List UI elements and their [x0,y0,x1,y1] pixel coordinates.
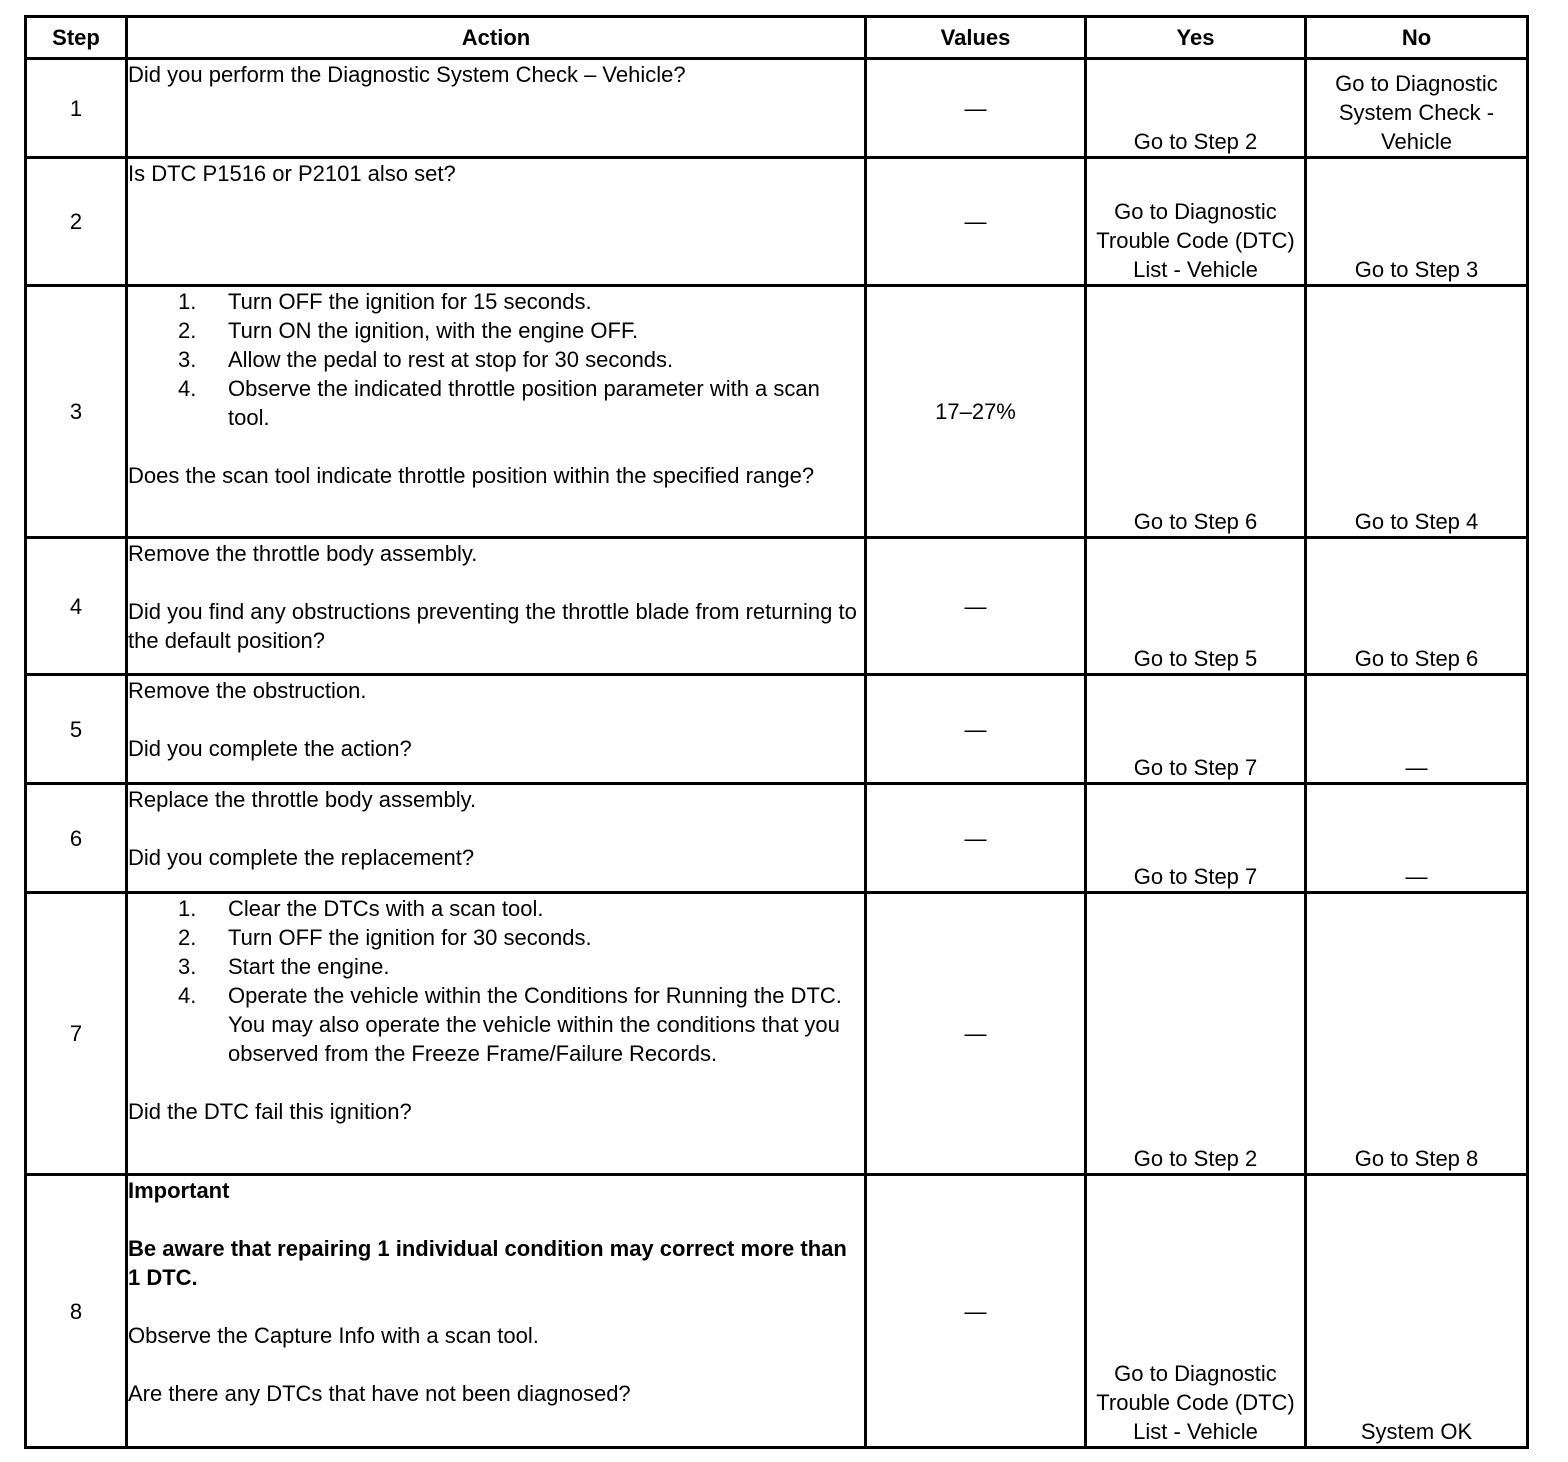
list-item [128,952,864,981]
action-cell [127,286,866,538]
action-question: Are there any DTCs that have not been diagnosed? [128,1381,631,1406]
action-question: Did you complete the replacement? [128,845,475,870]
table-row [26,59,1528,158]
list-text: Start the engine. [228,954,390,979]
header-step: Step [26,17,127,59]
header-row [26,17,1528,59]
list-text: Turn ON the ignition, with the engine OFF. [228,318,639,343]
no-cell: Go to Step 4 [1306,286,1528,538]
step-number: 4 [26,538,127,675]
action-cell [127,784,866,893]
no-cell: — [1306,675,1528,784]
list-item [128,894,864,923]
numbered-list [128,894,864,1068]
no-cell: Go to Step 8 [1306,893,1528,1175]
table-row [26,893,1528,1175]
values-cell: — [866,158,1086,286]
action-cell [127,893,866,1175]
step-number: 2 [26,158,127,286]
list-text: Allow the pedal to rest at stop for 30 seconds. [228,347,674,372]
action-cell [127,59,866,158]
action-text: Is DTC P1516 or P2101 also set? [128,161,456,186]
yes-cell: Go to Diagnostic Trouble Code (DTC) List - Vehicle [1086,1175,1306,1448]
yes-cell: Go to Step 7 [1086,784,1306,893]
step-number: 6 [26,784,127,893]
action-question: Did you complete the action? [128,736,412,761]
important-label: Important [128,1178,230,1203]
list-text: Clear the DTCs with a scan tool. [228,896,544,921]
list-text: Observe the indicated throttle position parameter with a scan tool. [228,376,820,430]
list-text: Turn OFF the ignition for 15 seconds. [228,289,592,314]
list-item [128,981,864,1068]
list-number: 1. [178,896,197,921]
table-row [26,286,1528,538]
list-number: 4. [178,983,197,1008]
list-number: 1. [178,289,197,314]
table-row [26,1175,1528,1448]
step-number: 7 [26,893,127,1175]
no-cell: System OK [1306,1175,1528,1448]
header-values: Values [866,17,1086,59]
header-no: No [1306,17,1528,59]
table-row [26,538,1528,675]
list-text: Operate the vehicle within the Conditions for Running the DTC. You may also operate the vehicle within the conditions that you observed from the Freeze Frame/Failure Records. [228,983,842,1066]
header-yes: Yes [1086,17,1306,59]
action-cell [127,158,866,286]
action-cell [127,1175,866,1448]
no-cell: Go to Step 6 [1306,538,1528,675]
table-row [26,675,1528,784]
list-number: 3. [178,347,197,372]
yes-cell: Go to Diagnostic Trouble Code (DTC) List - Vehicle [1086,158,1306,286]
list-item [128,374,864,432]
action-text: Did you perform the Diagnostic System Check – Vehicle? [128,62,686,87]
yes-cell: Go to Step 5 [1086,538,1306,675]
values-cell: — [866,538,1086,675]
values-cell: 17–27% [866,286,1086,538]
action-cell [127,675,866,784]
step-number: 3 [26,286,127,538]
action-text: Replace the throttle body assembly. [128,787,477,812]
no-cell: — [1306,784,1528,893]
list-text: Turn OFF the ignition for 30 seconds. [228,925,592,950]
table-row [26,158,1528,286]
table-row [26,784,1528,893]
step-number: 5 [26,675,127,784]
values-cell: — [866,59,1086,158]
step-number: 1 [26,59,127,158]
values-cell: — [866,893,1086,1175]
values-cell: — [866,784,1086,893]
action-question: Does the scan tool indicate throttle position within the specified range? [128,463,815,488]
action-cell [127,538,866,675]
values-cell: — [866,675,1086,784]
action-question: Did the DTC fail this ignition? [128,1099,412,1124]
numbered-list [128,287,864,432]
important-text: Be aware that repairing 1 individual condition may correct more than 1 DTC. [128,1236,847,1290]
values-cell: — [866,1175,1086,1448]
no-cell: Go to Diagnostic System Check - Vehicle [1306,59,1528,158]
list-number: 2. [178,925,197,950]
action-text: Remove the obstruction. [128,678,367,703]
list-item [128,923,864,952]
action-text: Remove the throttle body assembly. [128,541,478,566]
step-number: 8 [26,1175,127,1448]
list-number: 2. [178,318,197,343]
list-item [128,316,864,345]
header-action: Action [127,17,866,59]
list-number: 4. [178,376,197,401]
list-item [128,345,864,374]
diagnostic-table [24,15,1529,1449]
yes-cell: Go to Step 6 [1086,286,1306,538]
yes-cell: Go to Step 7 [1086,675,1306,784]
list-number: 3. [178,954,197,979]
yes-cell: Go to Step 2 [1086,59,1306,158]
no-cell: Go to Step 3 [1306,158,1528,286]
yes-cell: Go to Step 2 [1086,893,1306,1175]
list-item [128,287,864,316]
action-question: Did you find any obstructions preventing the throttle blade from returning to the default position? [128,599,857,653]
action-text: Observe the Capture Info with a scan tool. [128,1323,539,1348]
